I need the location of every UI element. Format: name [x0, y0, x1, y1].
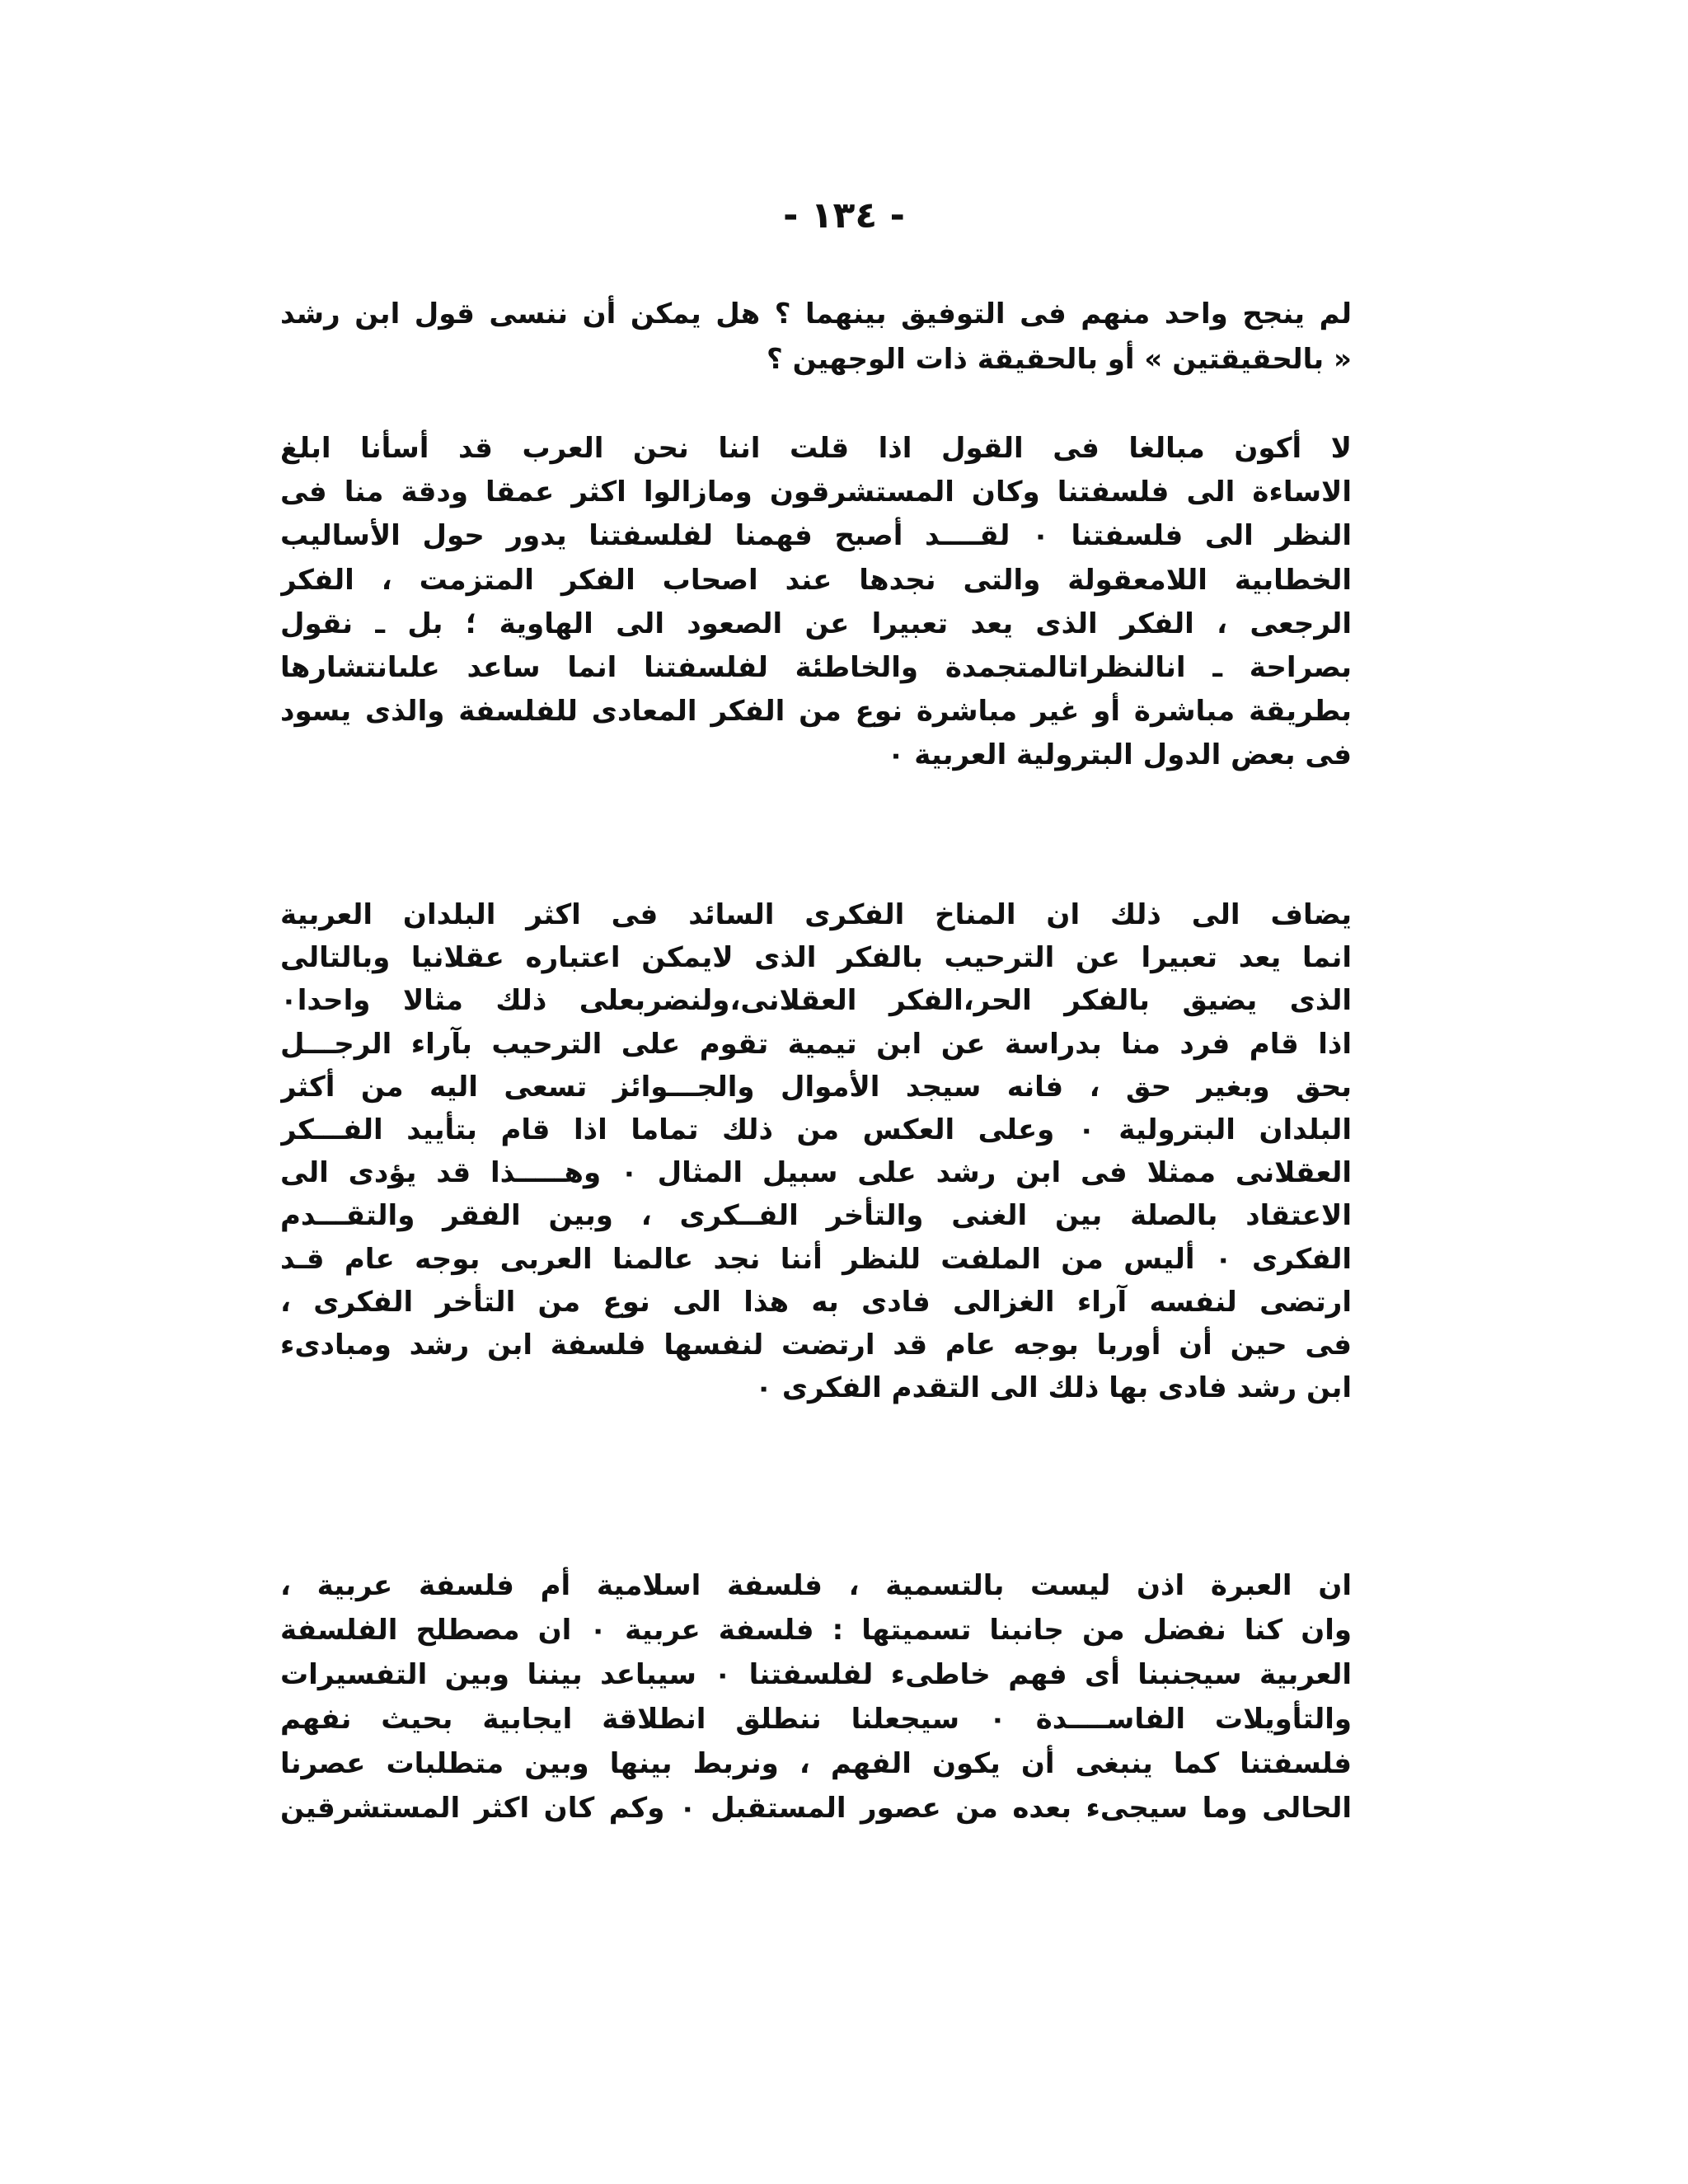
paragraph-3 — [280, 893, 1352, 1409]
text-line: وان كنا نفضل من جانبنا تسميتها : فلسفة عربية ٠ ان مصطلح الفلسفة — [280, 1614, 1352, 1647]
text-line: البلدان البترولية ٠ وعلى العكس من ذلك تماما اذا قام بتأييد الفـــكر — [280, 1113, 1352, 1146]
text-line: والتأويلات الفاســــدة ٠ سيجعلنا ننطلق انطلاقة ايجابية بحيث نفهم — [280, 1703, 1352, 1736]
text-line: بصراحة ـ انالنظراتالمتجمدة والخاطئة لفلسفتنا انما ساعد علىانتشارها — [280, 650, 1352, 684]
text-line: الذى يضيق بالفكر الحر،الفكر العقلانى،ولنضربعلى ذلك مثالا واحدا٠ — [280, 984, 1352, 1018]
text-line: ان العبرة اذن ليست بالتسمية ، فلسفة اسلامية أم فلسفة عربية ، — [280, 1569, 1352, 1602]
text-line: لا أكون مبالغا فى القول اذا قلت اننا نحن العرب قد أسأنا ابلغ — [280, 432, 1352, 465]
text-line: « بالحقيقتين » أو بالحقيقة ذات الوجهين ؟ — [767, 343, 1352, 376]
text-line: النظر الى فلسفتنا ٠ لقــــد أصبح فهمنا لفلسفتنا يدور حول الأساليب — [280, 519, 1352, 553]
text-line: لم ينجح واحد منهم فى التوفيق بينهما ؟ هل يمكن أن ننسى قول ابن رشد — [280, 298, 1352, 330]
text-line: بطريقة مباشرة أو غير مباشرة نوع من الفكر المعادى للفلسفة والذى يسود — [280, 695, 1352, 729]
text-line: ارتضى لنفسه آراء الغزالى فادى به هذا الى نوع من التأخر الفكرى ، — [280, 1285, 1352, 1319]
text-line: انما يعد تعبيرا عن الترحيب بالفكر الذى لايمكن اعتباره عقلانيا وبالتالى — [280, 941, 1352, 975]
text-line: بحق وبغير حق ، فانه سيجد الأموال والجـــوائز تسعى اليه من أكثر — [280, 1070, 1352, 1104]
text-line: الاعتقاد بالصلة بين الغنى والتأخر الفــكرى ، وبين الفقر والتقـــدم — [280, 1199, 1352, 1233]
text-line: الرجعى ، الفكر الذى يعد تعبيرا عن الصعود الى الهاوية ؛ بل ـ نقول — [280, 607, 1352, 640]
text-line: الخطابية اللامعقولة والتى نجدها عند اصحاب الفكر المتزمت ، الفكر — [280, 563, 1352, 597]
text-line: يضاف الى ذلك ان المناخ الفكرى السائد فى اكثر البلدان العربية — [280, 898, 1352, 931]
text-line: الاساءة الى فلسفتنا وكان المستشرقون ومازالوا اكثر عمقا ودقة منا فى — [280, 476, 1352, 509]
paragraph-4 — [280, 1563, 1352, 1830]
paragraph-1 — [280, 292, 1352, 382]
text-line: فى حين أن أوربا بوجه عام قد ارتضت لنفسها فلسفة ابن رشد ومبادىء — [280, 1328, 1352, 1361]
text-line: الفكرى ٠ أليس من الملفت للنظر أننا نجد عالمنا العربى بوجه عام قـد — [280, 1242, 1352, 1276]
text-line: العقلانى ممثلا فى ابن رشد على سبيل المثال ٠ وهـــــذا قد يؤدى الى — [280, 1156, 1352, 1190]
text-line: الحالى وما سيجىء بعده من عصور المستقبل ٠ وكم كان اكثر المستشرقين — [280, 1792, 1352, 1825]
text-line: فى بعض الدول البترولية العربية ٠ — [887, 738, 1352, 772]
text-line: العربية سيجنبنا أى فهم خاطىء لفلسفتنا ٠ سيباعد بيننا وبين التفسيرات — [280, 1658, 1352, 1691]
text-line: فلسفتنا كما ينبغى أن يكون الفهم ، ونربط بينها وبين متطلبات عصرنا — [280, 1747, 1352, 1780]
page-number: - ١٣٤ - — [783, 194, 905, 237]
paragraph-2 — [280, 427, 1352, 778]
text-line: ابن رشد فادى بها ذلك الى التقدم الفكرى ٠ — [755, 1371, 1352, 1405]
text-line: اذا قام فرد منا بدراسة عن ابن تيمية تقوم على الترحيب بآراء الرجـــل — [280, 1027, 1352, 1061]
